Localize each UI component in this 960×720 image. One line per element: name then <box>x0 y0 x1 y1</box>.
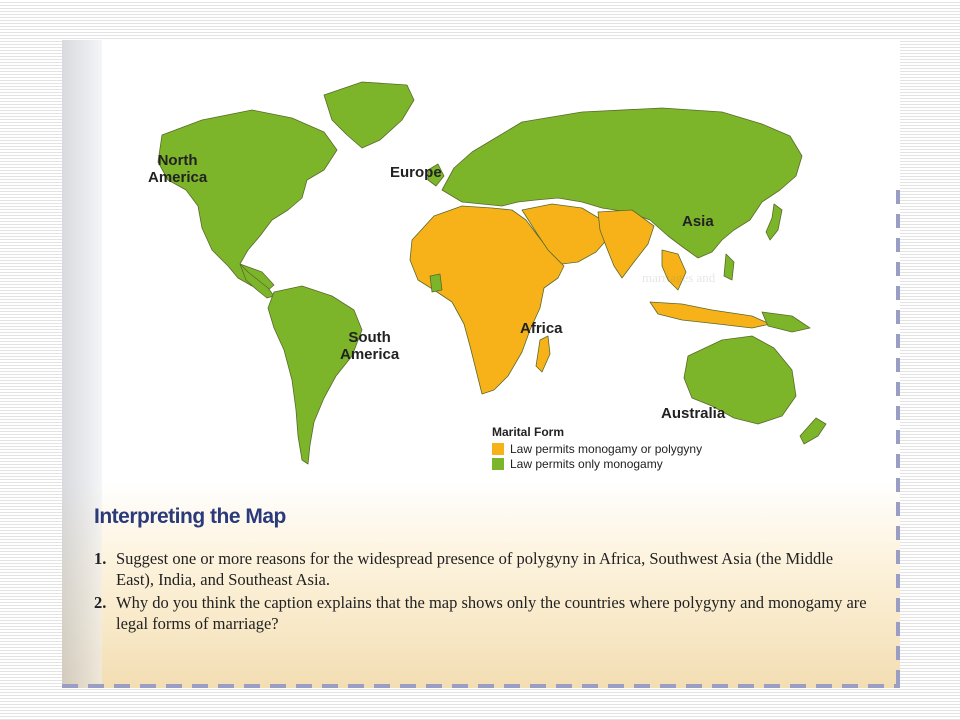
question-list <box>94 548 874 636</box>
madagascar-landmass <box>536 336 550 372</box>
japan-landmass <box>766 204 782 240</box>
greenland-landmass <box>324 82 414 148</box>
south-asia-landmass <box>598 210 654 278</box>
new-guinea-landmass <box>762 312 810 332</box>
legend-item <box>492 441 702 456</box>
south-america-landmass <box>268 286 362 464</box>
label-north-america: North America <box>148 152 208 186</box>
legend-swatch <box>492 458 504 470</box>
indonesia-landmass <box>650 302 770 328</box>
philippines-landmass <box>724 254 734 280</box>
legend-label: Law permits only monogamy <box>510 456 663 471</box>
textbook-page-photo <box>62 40 900 688</box>
question-item <box>94 592 874 634</box>
bottom-dashed-border <box>62 684 900 688</box>
ghana-landmass <box>430 274 442 292</box>
legend-label: Law permits monogamy or polygyny <box>510 441 703 456</box>
label-south-america: South America <box>340 329 400 363</box>
label-europe: Europe <box>390 164 442 181</box>
north-america-landmass <box>158 110 337 292</box>
legend-items <box>492 441 702 471</box>
label-africa: Africa <box>520 320 563 337</box>
legend-item <box>492 456 702 471</box>
label-asia: Asia <box>682 213 714 230</box>
question-text: Why do you think the caption explains that the map shows only the countries where polygyny and monogamy are legal forms of marriage? <box>116 593 867 633</box>
legend-title: Marital Form <box>492 425 565 439</box>
question-text: Suggest one or more reasons for the widespread presence of polygyny in Africa, Southwest Asia (the Middle East), India, and Southeast Asia. <box>116 549 834 589</box>
section-heading: Interpreting the Map <box>94 505 286 528</box>
bleed-through-text: marriages and <box>642 270 716 285</box>
legend-swatch <box>492 443 504 455</box>
question-number: 1. <box>94 549 107 568</box>
question-item <box>94 548 874 590</box>
world-marriage-map <box>62 40 900 510</box>
question-number: 2. <box>94 593 107 612</box>
new-zealand-landmass <box>800 418 826 444</box>
label-australia: Australia <box>661 405 726 422</box>
map-legend <box>492 425 702 471</box>
